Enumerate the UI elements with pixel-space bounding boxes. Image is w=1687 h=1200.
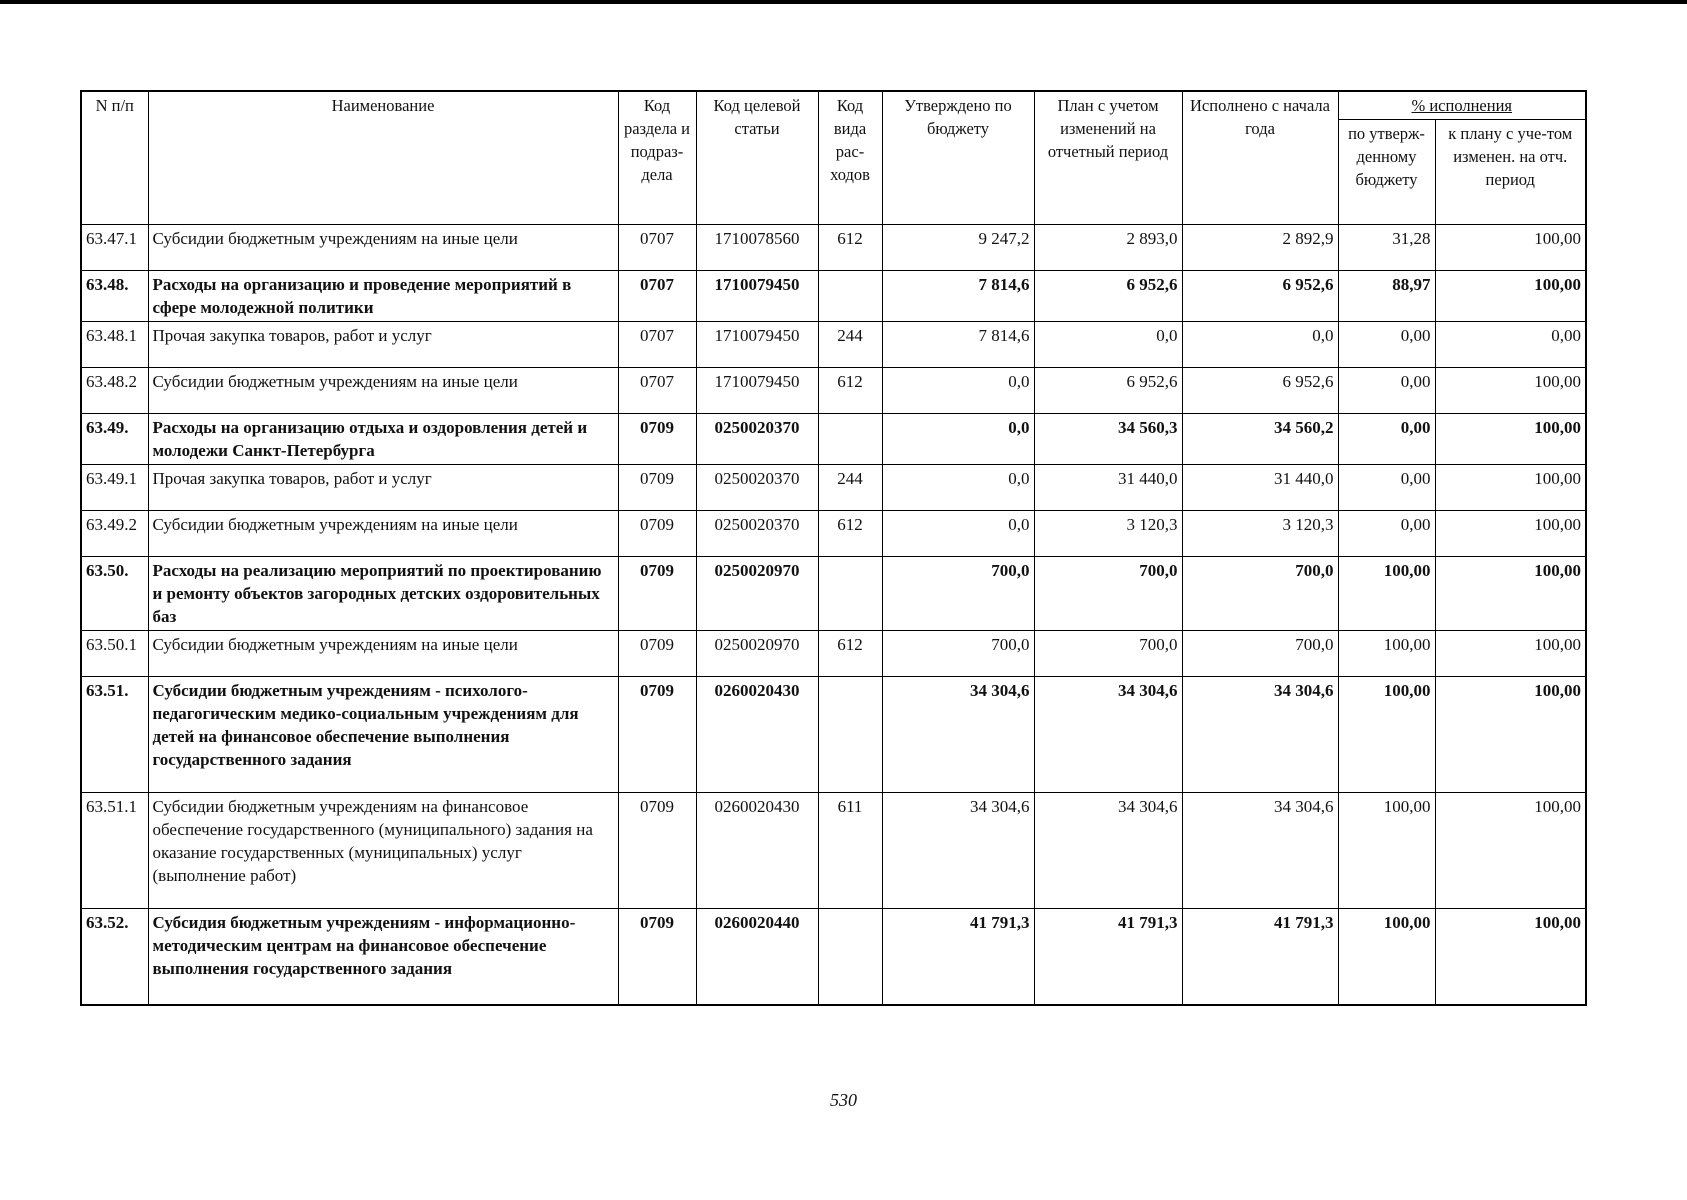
cell-pct-budget: 0,00	[1338, 465, 1435, 511]
cell-no: 63.51.	[81, 677, 148, 793]
cell-pct-plan: 0,00	[1435, 322, 1586, 368]
cell-executed: 6 952,6	[1182, 271, 1338, 322]
cell-no: 63.52.	[81, 909, 148, 1005]
cell-pct-plan: 100,00	[1435, 677, 1586, 793]
cell-name: Субсидии бюджетным учреждениям на иные цели	[148, 225, 618, 271]
cell-pct-plan: 100,00	[1435, 368, 1586, 414]
cell-pct-plan: 100,00	[1435, 631, 1586, 677]
cell-expense-type: 244	[818, 322, 882, 368]
cell-expense-type	[818, 271, 882, 322]
col-header-pct-group: % исполнения	[1338, 91, 1586, 120]
col-header-pct-budget: по утверж-денному бюджету	[1338, 120, 1435, 225]
cell-name: Субсидии бюджетным учреждениям на иные цели	[148, 511, 618, 557]
cell-executed: 700,0	[1182, 557, 1338, 631]
cell-no: 63.47.1	[81, 225, 148, 271]
col-header-section-code: Код раздела и подраз-дела	[618, 91, 696, 225]
cell-section-code: 0707	[618, 271, 696, 322]
cell-section-code: 0709	[618, 557, 696, 631]
cell-approved: 9 247,2	[882, 225, 1034, 271]
cell-plan: 6 952,6	[1034, 368, 1182, 414]
cell-pct-plan: 100,00	[1435, 465, 1586, 511]
report-sheet	[80, 90, 1587, 1006]
cell-approved: 34 304,6	[882, 793, 1034, 909]
cell-approved: 0,0	[882, 414, 1034, 465]
cell-approved: 7 814,6	[882, 271, 1034, 322]
cell-executed: 34 304,6	[1182, 793, 1338, 909]
cell-plan: 34 560,3	[1034, 414, 1182, 465]
cell-expense-type: 612	[818, 225, 882, 271]
cell-pct-plan: 100,00	[1435, 557, 1586, 631]
cell-plan: 700,0	[1034, 557, 1182, 631]
cell-expense-type: 612	[818, 368, 882, 414]
cell-plan: 34 304,6	[1034, 793, 1182, 909]
cell-section-code: 0709	[618, 631, 696, 677]
cell-executed: 0,0	[1182, 322, 1338, 368]
cell-no: 63.48.2	[81, 368, 148, 414]
cell-approved: 0,0	[882, 511, 1034, 557]
cell-plan: 31 440,0	[1034, 465, 1182, 511]
cell-approved: 41 791,3	[882, 909, 1034, 1005]
cell-expense-type: 612	[818, 631, 882, 677]
col-header-expense-type: Код вида рас-ходов	[818, 91, 882, 225]
cell-section-code: 0709	[618, 414, 696, 465]
cell-name: Расходы на реализацию мероприятий по проектированию и ремонту объектов загородных детских оздоровительных баз	[148, 557, 618, 631]
table-row	[81, 414, 1586, 465]
cell-executed: 31 440,0	[1182, 465, 1338, 511]
table-row	[81, 368, 1586, 414]
cell-name: Прочая закупка товаров, работ и услуг	[148, 322, 618, 368]
cell-expense-type: 611	[818, 793, 882, 909]
cell-no: 63.50.	[81, 557, 148, 631]
table-row	[81, 793, 1586, 909]
cell-no: 63.49.1	[81, 465, 148, 511]
cell-name: Субсидии бюджетным учреждениям на финансовое обеспечение государственного (муниципального) задания на оказание государственных (муниципальных) услуг (выполнение работ)	[148, 793, 618, 909]
cell-no: 63.48.	[81, 271, 148, 322]
cell-pct-budget: 100,00	[1338, 631, 1435, 677]
cell-no: 63.50.1	[81, 631, 148, 677]
cell-executed: 700,0	[1182, 631, 1338, 677]
cell-expense-type	[818, 909, 882, 1005]
cell-expense-type	[818, 414, 882, 465]
cell-approved: 7 814,6	[882, 322, 1034, 368]
table-row	[81, 557, 1586, 631]
cell-target-code: 0250020970	[696, 557, 818, 631]
cell-approved: 0,0	[882, 368, 1034, 414]
cell-plan: 0,0	[1034, 322, 1182, 368]
cell-executed: 3 120,3	[1182, 511, 1338, 557]
cell-executed: 2 892,9	[1182, 225, 1338, 271]
cell-approved: 700,0	[882, 631, 1034, 677]
cell-pct-plan: 100,00	[1435, 511, 1586, 557]
cell-no: 63.49.2	[81, 511, 148, 557]
table-row	[81, 511, 1586, 557]
cell-pct-budget: 31,28	[1338, 225, 1435, 271]
cell-plan: 41 791,3	[1034, 909, 1182, 1005]
cell-target-code: 0250020370	[696, 511, 818, 557]
cell-pct-plan: 100,00	[1435, 793, 1586, 909]
cell-expense-type: 612	[818, 511, 882, 557]
cell-name: Субсидии бюджетным учреждениям - психолого-педагогическим медико-социальным учреждениям для детей на финансовое обеспечение выполнения государственного задания	[148, 677, 618, 793]
cell-pct-budget: 88,97	[1338, 271, 1435, 322]
cell-approved: 0,0	[882, 465, 1034, 511]
cell-name: Расходы на организацию отдыха и оздоровления детей и молодежи Санкт-Петербурга	[148, 414, 618, 465]
cell-executed: 41 791,3	[1182, 909, 1338, 1005]
cell-plan: 6 952,6	[1034, 271, 1182, 322]
col-header-target-code: Код целевой статьи	[696, 91, 818, 225]
budget-execution-table	[80, 90, 1587, 1006]
cell-no: 63.48.1	[81, 322, 148, 368]
cell-pct-budget: 0,00	[1338, 511, 1435, 557]
cell-executed: 34 304,6	[1182, 677, 1338, 793]
cell-target-code: 0250020370	[696, 465, 818, 511]
table-row	[81, 322, 1586, 368]
cell-section-code: 0709	[618, 677, 696, 793]
table-row	[81, 225, 1586, 271]
cell-name: Субсидии бюджетным учреждениям на иные цели	[148, 631, 618, 677]
cell-pct-budget: 0,00	[1338, 322, 1435, 368]
cell-section-code: 0709	[618, 909, 696, 1005]
cell-approved: 34 304,6	[882, 677, 1034, 793]
cell-pct-budget: 100,00	[1338, 793, 1435, 909]
cell-pct-plan: 100,00	[1435, 909, 1586, 1005]
cell-pct-plan: 100,00	[1435, 271, 1586, 322]
cell-expense-type: 244	[818, 465, 882, 511]
page-number: 530	[830, 1090, 857, 1110]
header-row	[81, 91, 1586, 120]
cell-no: 63.49.	[81, 414, 148, 465]
col-header-pct-plan: к плану с уче-том изменен. на отч. период	[1435, 120, 1586, 225]
col-header-no: N п/п	[81, 91, 148, 225]
cell-pct-budget: 100,00	[1338, 557, 1435, 631]
cell-section-code: 0707	[618, 368, 696, 414]
cell-pct-budget: 0,00	[1338, 414, 1435, 465]
cell-target-code: 0260020430	[696, 677, 818, 793]
cell-target-code: 0250020370	[696, 414, 818, 465]
cell-section-code: 0707	[618, 322, 696, 368]
table-body	[81, 225, 1586, 1005]
cell-executed: 6 952,6	[1182, 368, 1338, 414]
cell-expense-type	[818, 677, 882, 793]
table-row	[81, 909, 1586, 1005]
table-row	[81, 677, 1586, 793]
table-row	[81, 465, 1586, 511]
cell-target-code: 0250020970	[696, 631, 818, 677]
cell-name: Субсидия бюджетным учреждениям - информационно-методическим центрам на финансовое обеспечение выполнения государственного задания	[148, 909, 618, 1005]
col-header-plan: План с учетом изменений на отчетный период	[1034, 91, 1182, 225]
cell-pct-budget: 100,00	[1338, 909, 1435, 1005]
cell-target-code: 0260020440	[696, 909, 818, 1005]
cell-section-code: 0709	[618, 465, 696, 511]
cell-executed: 34 560,2	[1182, 414, 1338, 465]
scan-edge	[0, 0, 1687, 4]
cell-section-code: 0709	[618, 511, 696, 557]
cell-target-code: 0260020430	[696, 793, 818, 909]
table-row	[81, 631, 1586, 677]
cell-plan: 700,0	[1034, 631, 1182, 677]
cell-name: Расходы на организацию и проведение мероприятий в сфере молодежной политики	[148, 271, 618, 322]
cell-pct-plan: 100,00	[1435, 225, 1586, 271]
cell-expense-type	[818, 557, 882, 631]
cell-plan: 2 893,0	[1034, 225, 1182, 271]
col-header-executed: Исполнено с начала года	[1182, 91, 1338, 225]
cell-target-code: 1710079450	[696, 368, 818, 414]
cell-target-code: 1710079450	[696, 322, 818, 368]
cell-pct-budget: 100,00	[1338, 677, 1435, 793]
cell-plan: 34 304,6	[1034, 677, 1182, 793]
cell-target-code: 1710079450	[696, 271, 818, 322]
cell-name: Прочая закупка товаров, работ и услуг	[148, 465, 618, 511]
col-header-name: Наименование	[148, 91, 618, 225]
cell-target-code: 1710078560	[696, 225, 818, 271]
table-row	[81, 271, 1586, 322]
cell-section-code: 0707	[618, 225, 696, 271]
cell-approved: 700,0	[882, 557, 1034, 631]
cell-pct-plan: 100,00	[1435, 414, 1586, 465]
cell-name: Субсидии бюджетным учреждениям на иные цели	[148, 368, 618, 414]
col-header-approved: Утверждено по бюджету	[882, 91, 1034, 225]
cell-section-code: 0709	[618, 793, 696, 909]
cell-no: 63.51.1	[81, 793, 148, 909]
cell-pct-budget: 0,00	[1338, 368, 1435, 414]
cell-plan: 3 120,3	[1034, 511, 1182, 557]
